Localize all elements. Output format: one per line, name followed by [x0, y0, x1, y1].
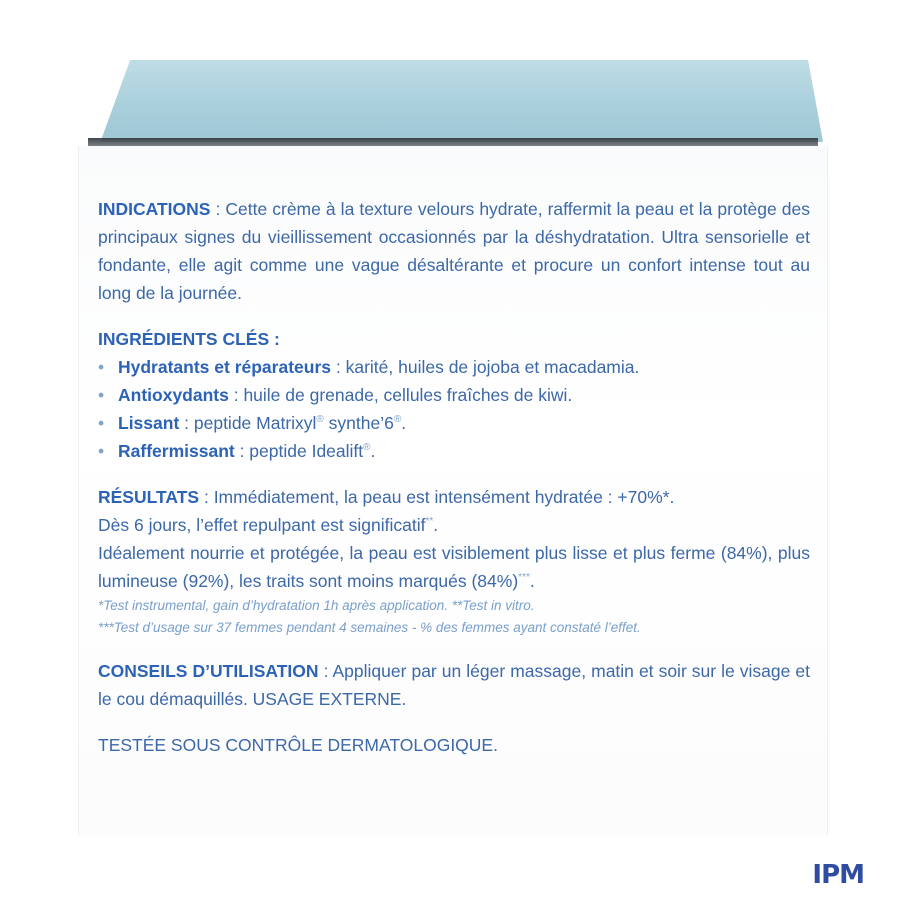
- ingredient-item: • Lissant : peptide Matrixyl® synthe’6®.: [98, 409, 810, 437]
- bullet-icon: •: [98, 441, 105, 461]
- conseils-label: CONSEILS D’UTILISATION: [98, 661, 319, 681]
- ingredients-title: INGRÉDIENTS CLÉS :: [98, 329, 280, 349]
- bullet-icon: •: [98, 357, 105, 377]
- product-text: [98, 195, 810, 759]
- indications-label: INDICATIONS: [98, 199, 211, 219]
- ingredient-item: • Hydratants et réparateurs : karité, huiles de jojoba et macadamia.: [98, 353, 810, 381]
- resultats-line-1: RÉSULTATS : Immédiatement, la peau est intensément hydratée : +70%*.: [98, 487, 675, 507]
- bullet-icon: •: [98, 413, 105, 433]
- ipm-logo: IPM: [812, 860, 864, 890]
- ingredient-item: • Antioxydants : huile de grenade, cellules fraîches de kiwi.: [98, 381, 810, 409]
- footnote-1: *Test instrumental, gain d’hydratation 1h après application. **Test in vitro.: [98, 598, 535, 613]
- bullet-icon: •: [98, 385, 105, 405]
- resultats-line-3: Idéalement nourrie et protégée, la peau est visiblement plus lisse et plus ferme (84%), plus lumineuse (92%), les traits sont moins marqués (84%)***.: [98, 543, 810, 591]
- testee-statement: TESTÉE SOUS CONTRÔLE DERMATOLOGIQUE.: [98, 735, 498, 755]
- indications-text: : Cette crème à la texture velours hydrate, raffermit la peau et la protège des principaux signes du vieillissement occasionnés par la déshydratation. Ultra sensorielle et fondante, elle agit comme une vague désaltérante et procure un confort intense tout au long de la journée.: [98, 199, 810, 303]
- box-lid: [78, 60, 823, 142]
- resultats-label: RÉSULTATS: [98, 487, 200, 507]
- resultats-line-2: Dès 6 jours, l’effet repulpant est significatif**.: [98, 515, 439, 535]
- indications-paragraph: [98, 195, 810, 307]
- conseils-paragraph: CONSEILS D’UTILISATION : Appliquer par un léger massage, matin et soir sur le visage et le cou démaquillés. USAGE EXTERNE.: [98, 661, 810, 709]
- footnote-2: ***Test d’usage sur 37 femmes pendant 4 semaines - % des femmes ayant constaté l’effet.: [98, 620, 641, 635]
- lid-shadow-edge: [88, 138, 818, 146]
- ingredient-item: • Raffermissant : peptide Idealift®.: [98, 437, 810, 465]
